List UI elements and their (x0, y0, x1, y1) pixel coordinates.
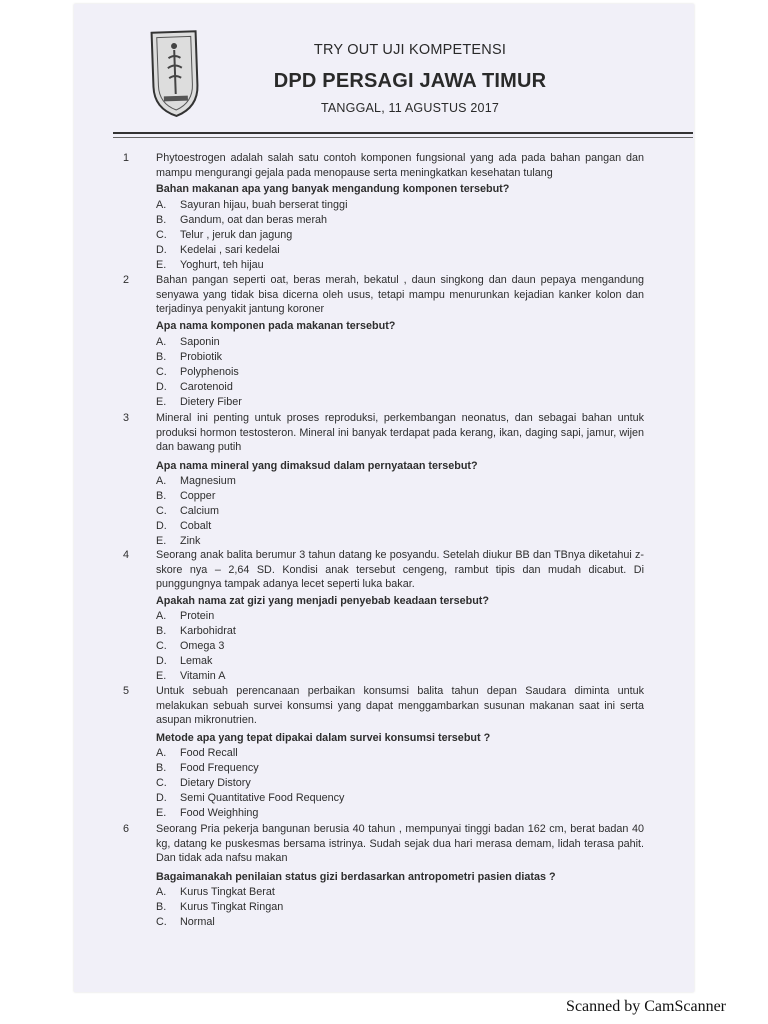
question-block (110, 273, 650, 413)
answer-option (156, 915, 576, 930)
option-text: Yoghurt, teh hijau (180, 259, 264, 271)
option-letter: A. (156, 199, 167, 211)
question-block (110, 822, 650, 932)
answer-option (156, 885, 576, 900)
question-stem: Mineral ini penting untuk proses reproduksi, perkembangan neonatus, dan sebagai bahan untuk produksi hormon testosteron. Mineral ini banyak terdapat pada kerang, ikan, daging sapi, jamur, wijen dan bawang putih (156, 412, 644, 454)
answer-options (156, 885, 576, 930)
option-text: Gandum, oat dan beras merah (180, 214, 328, 226)
option-text: Protein (180, 610, 215, 622)
option-text: Cobalt (180, 520, 212, 532)
answer-options (156, 198, 576, 273)
persagi-emblem-icon (147, 27, 202, 119)
option-letter: E. (156, 535, 167, 547)
question-block (110, 548, 650, 688)
answer-option (156, 335, 576, 350)
answer-option (156, 489, 576, 504)
option-letter: C. (156, 366, 167, 378)
answer-options (156, 746, 576, 821)
question-prompt: Apakah nama zat gizi yang menjadi penyebab keadaan tersebut? (156, 595, 490, 607)
answer-option (156, 198, 576, 213)
question-block (110, 411, 650, 551)
scanner-watermark: Scanned by CamScanner (566, 998, 726, 1015)
answer-option (156, 534, 576, 549)
answer-option (156, 776, 576, 791)
option-text: Telur , jeruk dan jagung (180, 229, 293, 241)
answer-option (156, 746, 576, 761)
question-number: 2 (123, 274, 130, 286)
answer-option (156, 519, 576, 534)
header-divider (113, 132, 693, 134)
answer-option (156, 350, 576, 365)
answer-option (156, 395, 576, 410)
answer-option (156, 228, 576, 243)
answer-option (156, 243, 576, 258)
question-number: 6 (123, 823, 130, 835)
exam-date: TANGGAL, 11 AGUSTUS 2017 (320, 101, 500, 115)
option-letter: D. (156, 655, 167, 667)
option-letter: A. (156, 610, 167, 622)
answer-option (156, 504, 576, 519)
option-text: Carotenoid (180, 381, 233, 393)
option-letter: B. (156, 625, 167, 637)
option-text: Polyphenois (180, 366, 239, 378)
question-prompt: Bahan makanan apa yang banyak mengandung komponen tersebut? (156, 183, 510, 195)
option-letter: B. (156, 901, 167, 913)
answer-options (156, 474, 576, 549)
answer-options (156, 609, 576, 684)
option-text: Kurus Tingkat Ringan (180, 901, 284, 913)
option-text: Kurus Tingkat Berat (180, 886, 275, 898)
option-text: Food Recall (180, 747, 238, 759)
option-letter: A. (156, 886, 167, 898)
answer-option (156, 380, 576, 395)
option-letter: B. (156, 762, 167, 774)
option-letter: E. (156, 670, 167, 682)
question-number: 5 (123, 685, 130, 697)
option-letter: D. (156, 792, 167, 804)
option-text: Zink (180, 535, 201, 547)
question-stem: Untuk sebuah perencanaan perbaikan konsumsi balita tahun depan Saudara diminta untuk melakukan sebuah survei konsumsi yang dapat menggambarkan susunan makanan saat ini serta asupan mikronutrien. (156, 685, 644, 727)
option-text: Omega 3 (180, 640, 225, 652)
option-letter: B. (156, 214, 167, 226)
question-number: 3 (123, 412, 130, 424)
option-letter: D. (156, 244, 167, 256)
answer-option (156, 761, 576, 776)
answer-option (156, 900, 576, 915)
question-stem: Phytoestrogen adalah salah satu contoh komponen fungsional yang ada pada bahan pangan dan mampu mengurangi gejala pada menopause serta meningkatkan kesehatan tulang (156, 152, 644, 179)
option-text: Kedelai , sari kedelai (180, 244, 280, 256)
option-letter: C. (156, 640, 167, 652)
option-letter: B. (156, 490, 167, 502)
option-text: Semi Quantitative Food Requency (180, 792, 345, 804)
question-stem: Bahan pangan seperti oat, beras merah, bekatul , daun singkong dan daun pepaya mengandung senyawa yang tidak bisa dicerna oleh usus, tetapi mampu menurunkan kejadian kanker kolon dan terjadinya penyakit jantung koroner (156, 274, 644, 316)
option-text: Normal (180, 916, 215, 928)
question-stem: Seorang anak balita berumur 3 tahun datang ke posyandu. Setelah diukur BB dan TBnya diketahui z-skore nya – 2,64 SD. Kondisi anak tersebut cengeng, rambut tipis dan mudah dicabut. Di punggungnya tampak adanya lecet seperti luka bakar. (156, 549, 644, 591)
option-letter: D. (156, 520, 167, 532)
option-text: Karbohidrat (180, 625, 236, 637)
option-text: Dietery Fiber (180, 396, 242, 408)
option-letter: B. (156, 351, 167, 363)
question-block (110, 684, 650, 824)
option-text: Vitamin A (180, 670, 226, 682)
answer-option (156, 669, 576, 684)
option-letter: E. (156, 807, 167, 819)
answer-option (156, 654, 576, 669)
question-prompt: Apa nama mineral yang dimaksud dalam pernyataan tersebut? (156, 460, 478, 472)
question-number: 4 (123, 549, 130, 561)
option-text: Magnesium (180, 475, 236, 487)
question-block (110, 151, 650, 276)
option-letter: A. (156, 747, 167, 759)
option-letter: C. (156, 916, 167, 928)
question-number: 1 (123, 152, 130, 164)
option-letter: A. (156, 336, 167, 348)
answer-option (156, 474, 576, 489)
header-divider-thin (113, 137, 693, 138)
option-text: Dietary Distory (180, 777, 251, 789)
option-text: Calcium (180, 505, 219, 517)
option-letter: C. (156, 505, 167, 517)
option-text: Saponin (180, 336, 220, 348)
option-letter: C. (156, 229, 167, 241)
question-prompt: Bagaimanakah penilaian status gizi berdasarkan antropometri pasien diatas ? (156, 871, 556, 883)
organization-title: DPD PERSAGI JAWA TIMUR (273, 70, 547, 92)
option-letter: C. (156, 777, 167, 789)
answer-option (156, 609, 576, 624)
answer-option (156, 258, 576, 273)
option-text: Sayuran hijau, buah berserat tinggi (180, 199, 348, 211)
answer-option (156, 639, 576, 654)
option-text: Food Frequency (180, 762, 259, 774)
exam-title: TRY OUT UJI KOMPETENSI (313, 42, 507, 58)
answer-option (156, 791, 576, 806)
answer-option (156, 213, 576, 228)
answer-option (156, 365, 576, 380)
answer-option (156, 624, 576, 639)
option-letter: E. (156, 396, 167, 408)
option-text: Probiotik (180, 351, 223, 363)
option-letter: D. (156, 381, 167, 393)
option-text: Copper (180, 490, 216, 502)
question-prompt: Metode apa yang tepat dipakai dalam survei konsumsi tersebut ? (156, 732, 491, 744)
answer-options (156, 335, 576, 410)
question-stem: Seorang Pria pekerja bangunan berusia 40 tahun , mempunyai tinggi badan 162 cm, berat badan 40 kg, datang ke puskesmas bersama istrinya. Sudah sejak dua hari merasa demam, lidah terasa pahit. Dan tidak ada nafsu makan (156, 823, 644, 865)
question-prompt: Apa nama komponen pada makanan tersebut? (156, 320, 396, 332)
answer-option (156, 806, 576, 821)
option-letter: A. (156, 475, 167, 487)
option-letter: E. (156, 259, 167, 271)
option-text: Food Weighhing (180, 807, 259, 819)
option-text: Lemak (180, 655, 213, 667)
